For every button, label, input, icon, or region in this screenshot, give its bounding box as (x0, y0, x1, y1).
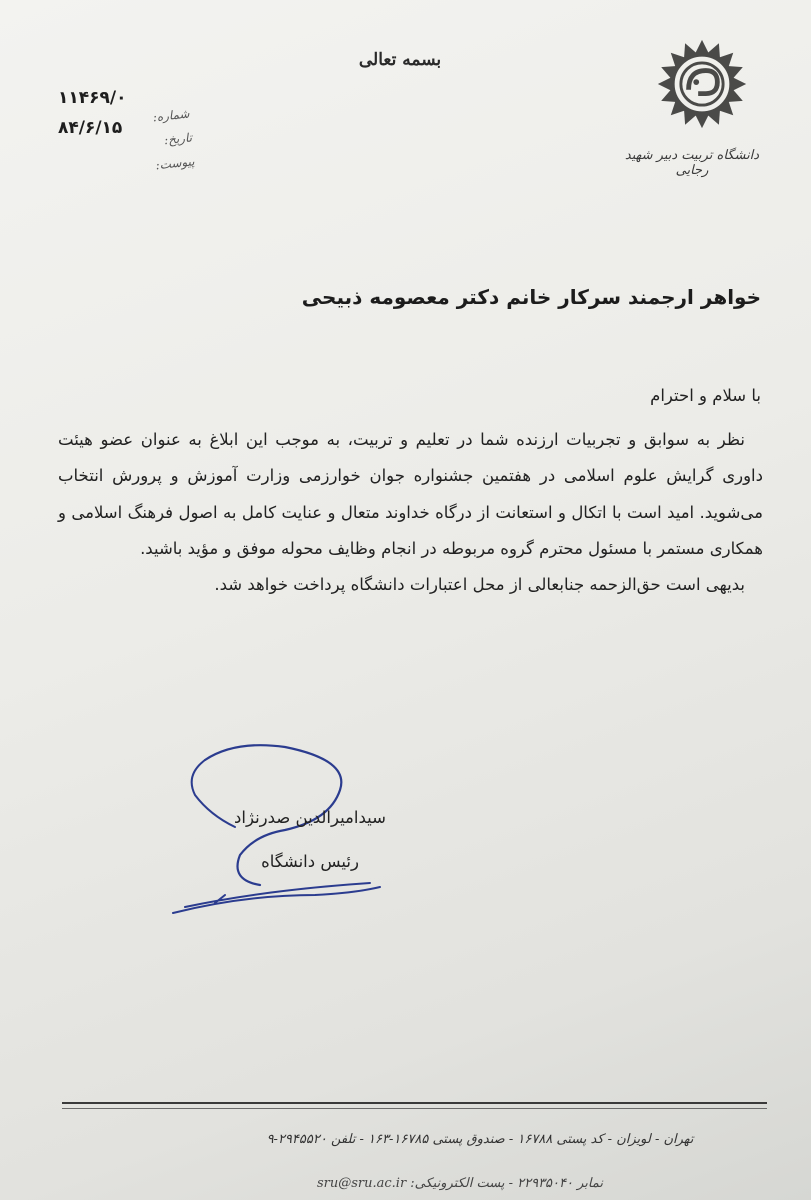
handwritten-signature (165, 735, 395, 925)
basmala-heading: بسمه تعالی (358, 50, 442, 70)
footer-rule-thick (62, 1102, 767, 1104)
addressee: خواهر ارجمند سرکار خانم دکتر معصومه ذبیحی (301, 285, 761, 309)
letter-date: ۸۴/۶/۱۵ (58, 118, 123, 138)
footer-address: تهران - لویزان - کد پستی ۱۶۷۸۸ - صندوق پستی ۱۶۷۸۵-۱۶۳ - تلفن ۲۹۴۵۵۲۰-۹ (266, 1132, 694, 1147)
number-label: شماره: (152, 106, 191, 125)
attachment-label: پیوست: (154, 154, 196, 173)
letter-body (58, 422, 763, 603)
date-label: تاریخ: (163, 130, 193, 148)
footer-contact: نمابر ۲۲۹۳۵۰۴۰ - پست الکترونیکی: sru@sru.ac.ir (316, 1176, 604, 1191)
body-paragraph-2: بدیهی است حق‌الزحمه جنابعالی از محل اعتبارات دانشگاه پرداخت خواهد شد. (214, 575, 745, 595)
signatory-name: سیدامیرالدین صدرنژاد (234, 808, 386, 827)
letter-number: ۱۱۴۶۹/۰ (58, 88, 127, 108)
meta-labels (138, 102, 195, 179)
university-name: دانشگاه تربیت دبیر شهید رجایی (624, 148, 760, 178)
university-logo-icon (654, 36, 750, 132)
footer-rule-thin (62, 1108, 767, 1109)
greeting: با سلام و احترام (650, 386, 761, 405)
body-paragraph-1: نظر به سوابق و تجربیات ارزنده شما در تعلیم و تربیت، به موجب این ابلاغ به عنوان عضو هیئت داوری گرایش علوم اسلامی در هفتمین جشنواره جوان خوارزمی وزارت آموزش و پرورش انتخاب می‌شوید. امید است با اتکال و استعانت از درگاه خداوند متعال و عنایت کامل به اصول فرهنگ اسلامی و همکاری مستمر با مسئول محترم گروه مربوطه در انجام وظایف محوله موفق و مؤید باشید. (58, 430, 763, 558)
signatory-title: رئیس دانشگاه (261, 852, 359, 871)
